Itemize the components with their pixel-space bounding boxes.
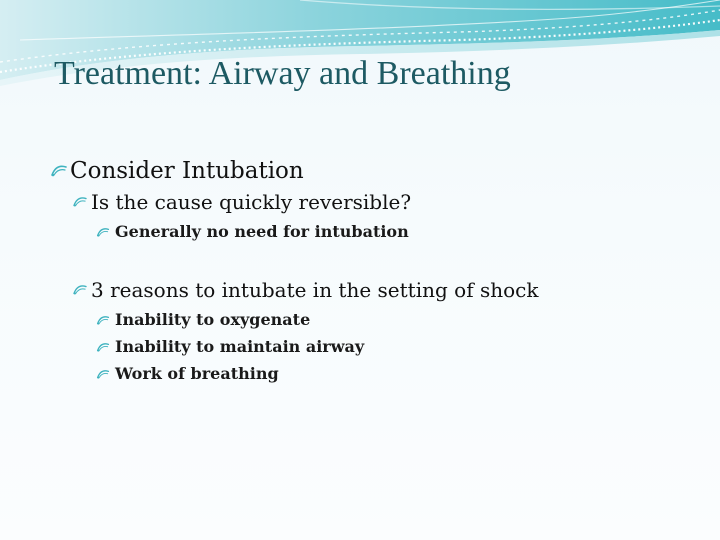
flourish-bullet-icon <box>96 342 110 353</box>
bullet-text: Inability to oxygenate <box>115 310 311 329</box>
flourish-bullet-icon <box>96 369 110 380</box>
bullet-reason-airway <box>96 336 364 358</box>
bullet-reason-work-of-breathing <box>96 363 279 385</box>
bullet-three-reasons <box>72 277 538 303</box>
flourish-bullet-icon <box>72 196 88 208</box>
bullet-no-need <box>96 221 409 243</box>
bullet-text: Inability to maintain airway <box>115 337 365 356</box>
bullet-text: Consider Intubation <box>70 158 304 184</box>
bullet-reversible-question <box>72 189 411 215</box>
flourish-bullet-icon <box>50 164 68 178</box>
bullet-reason-oxygenate <box>96 309 310 331</box>
bullet-text: Work of breathing <box>115 364 279 383</box>
bullet-text: Is the cause quickly reversible? <box>91 190 412 214</box>
bullet-text: 3 reasons to intubate in the setting of shock <box>91 278 539 302</box>
slide-title: Treatment: Airway and Breathing <box>54 55 511 92</box>
bullet-consider-intubation <box>50 156 304 186</box>
bullet-text: Generally no need for intubation <box>115 222 409 241</box>
flourish-bullet-icon <box>96 315 110 326</box>
flourish-bullet-icon <box>72 284 88 296</box>
flourish-bullet-icon <box>96 227 110 238</box>
